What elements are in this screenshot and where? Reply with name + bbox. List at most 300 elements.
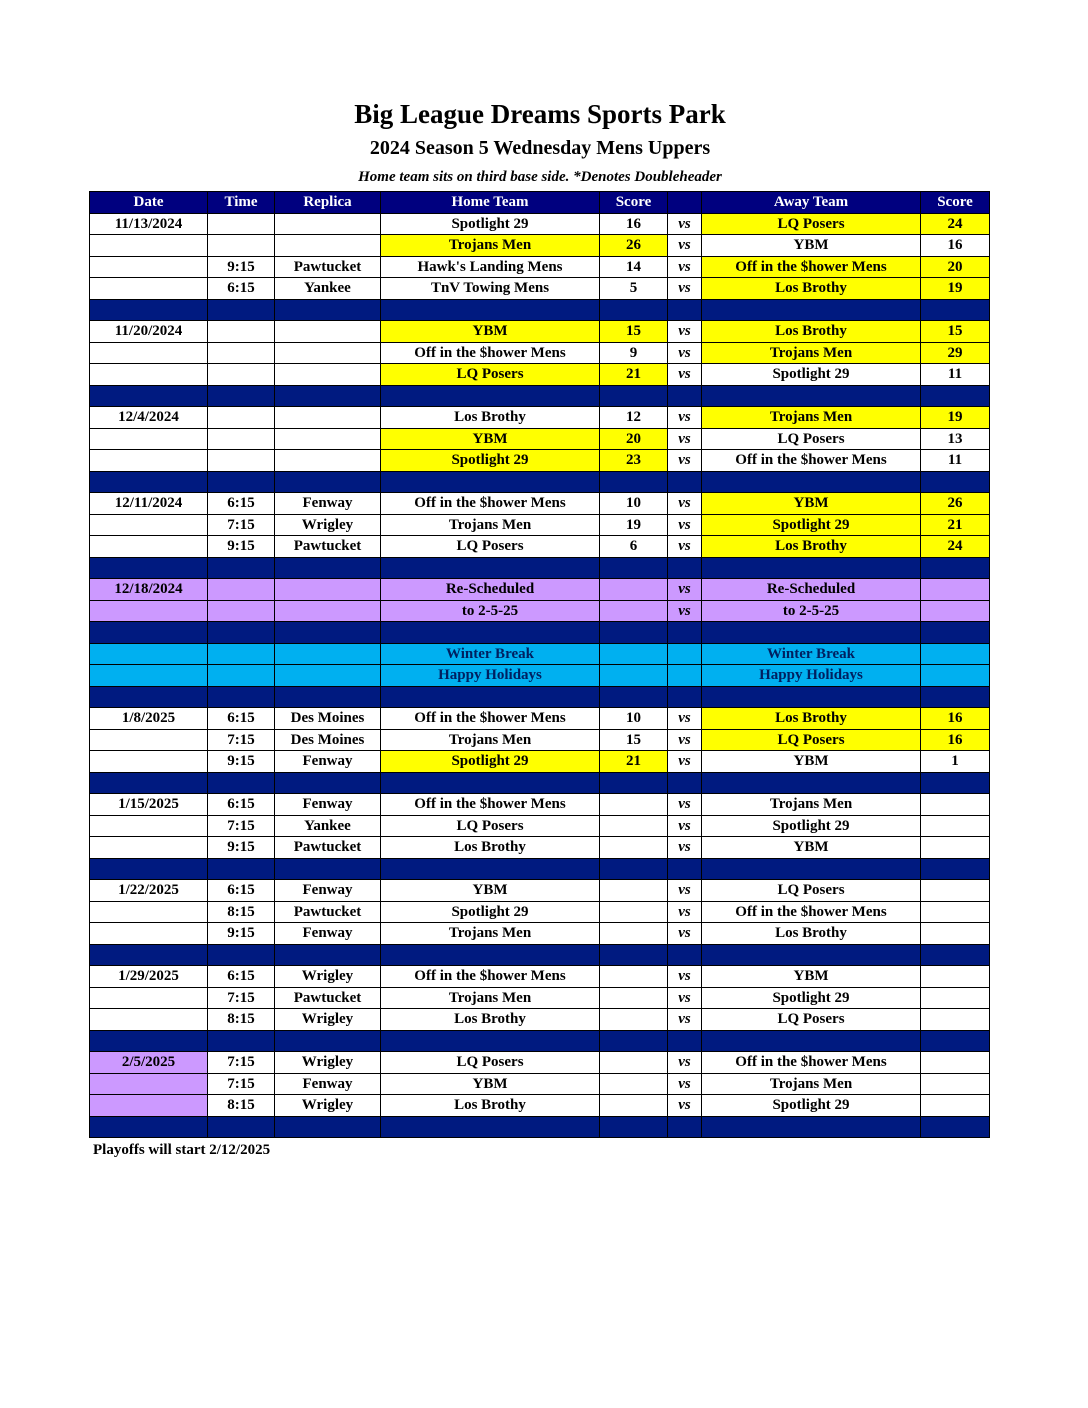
- spacer-cell: [702, 385, 921, 407]
- date-cell: 12/18/2024: [90, 579, 208, 601]
- game-row: [90, 815, 990, 837]
- away-score-cell: 26: [921, 493, 990, 515]
- spacer-cell: [921, 471, 990, 493]
- spacer-cell: [90, 686, 208, 708]
- home-team-cell: Los Brothy: [381, 407, 600, 429]
- game-row: [90, 880, 990, 902]
- date-cell: 2/5/2025: [90, 1052, 208, 1074]
- time-cell: [208, 428, 275, 450]
- spacer-row: [90, 1116, 990, 1138]
- spacer-cell: [702, 471, 921, 493]
- winter-break-row: [90, 665, 990, 687]
- col-away-team: Away Team: [702, 192, 921, 214]
- spacer-cell: [275, 471, 381, 493]
- spacer-cell: [921, 557, 990, 579]
- home-team-cell: Off in the $hower Mens: [381, 966, 600, 988]
- vs-cell: vs: [668, 901, 702, 923]
- away-score-cell: 16: [921, 729, 990, 751]
- away-team-cell: YBM: [702, 966, 921, 988]
- away-score-cell: 1: [921, 751, 990, 773]
- home-team-cell: Spotlight 29: [381, 213, 600, 235]
- home-team-cell: Off in the $hower Mens: [381, 493, 600, 515]
- date-cell: [90, 342, 208, 364]
- spacer-cell: [208, 471, 275, 493]
- spacer-cell: [208, 686, 275, 708]
- date-cell: [90, 600, 208, 622]
- home-team-cell: Trojans Men: [381, 514, 600, 536]
- home-score-cell: [600, 880, 668, 902]
- spacer-cell: [668, 686, 702, 708]
- replica-cell: Pawtucket: [275, 256, 381, 278]
- spacer-cell: [668, 557, 702, 579]
- date-cell: [90, 514, 208, 536]
- spacer-cell: [702, 1116, 921, 1138]
- away-team-cell: Spotlight 29: [702, 514, 921, 536]
- time-cell: 6:15: [208, 794, 275, 816]
- home-team-note: Home team sits on third base side. *Denotes Doubleheader: [358, 169, 722, 185]
- replica-cell: Wrigley: [275, 1095, 381, 1117]
- game-row: [90, 428, 990, 450]
- home-score-cell: [600, 1009, 668, 1031]
- away-team-cell: YBM: [702, 235, 921, 257]
- replica-cell: Fenway: [275, 794, 381, 816]
- away-score-cell: [921, 1052, 990, 1074]
- spacer-cell: [702, 622, 921, 644]
- spacer-cell: [90, 1030, 208, 1052]
- game-row: [90, 1095, 990, 1117]
- away-team-cell: Los Brothy: [702, 923, 921, 945]
- home-score-cell: [600, 600, 668, 622]
- away-score-cell: 15: [921, 321, 990, 343]
- spacer-cell: [600, 385, 668, 407]
- spacer-cell: [381, 772, 600, 794]
- spacer-cell: [381, 1030, 600, 1052]
- date-cell: 12/4/2024: [90, 407, 208, 429]
- away-score-cell: 19: [921, 407, 990, 429]
- spacer-cell: [921, 1116, 990, 1138]
- away-team-cell: to 2-5-25: [702, 600, 921, 622]
- home-score-cell: 16: [600, 213, 668, 235]
- game-row: [90, 514, 990, 536]
- vs-cell: vs: [668, 966, 702, 988]
- spacer-cell: [90, 944, 208, 966]
- spacer-cell: [208, 944, 275, 966]
- home-team-cell: LQ Posers: [381, 815, 600, 837]
- col-time: Time: [208, 192, 275, 214]
- home-team-cell: to 2-5-25: [381, 600, 600, 622]
- time-cell: [208, 235, 275, 257]
- home-score-cell: 10: [600, 493, 668, 515]
- home-score-cell: [600, 1095, 668, 1117]
- spacer-cell: [668, 471, 702, 493]
- game-row: [90, 235, 990, 257]
- home-score-cell: 20: [600, 428, 668, 450]
- playoffs-note: Playoffs will start 2/12/2025: [93, 1142, 271, 1158]
- replica-cell: Wrigley: [275, 1009, 381, 1031]
- spacer-cell: [921, 1030, 990, 1052]
- home-team-cell: LQ Posers: [381, 536, 600, 558]
- away-team-cell: Trojans Men: [702, 407, 921, 429]
- spacer-cell: [668, 1030, 702, 1052]
- replica-cell: Yankee: [275, 278, 381, 300]
- replica-cell: [275, 450, 381, 472]
- time-cell: 7:15: [208, 815, 275, 837]
- spacer-cell: [668, 1116, 702, 1138]
- header-row: [90, 192, 990, 214]
- replica-cell: [275, 665, 381, 687]
- date-cell: [90, 665, 208, 687]
- col-date: Date: [90, 192, 208, 214]
- spacer-cell: [921, 944, 990, 966]
- spacer-cell: [381, 299, 600, 321]
- game-row: [90, 729, 990, 751]
- vs-cell: vs: [668, 794, 702, 816]
- spacer-cell: [275, 385, 381, 407]
- home-team-cell: Happy Holidays: [381, 665, 600, 687]
- vs-cell: vs: [668, 428, 702, 450]
- vs-cell: vs: [668, 364, 702, 386]
- home-team-cell: Re-Scheduled: [381, 579, 600, 601]
- spacer-cell: [275, 622, 381, 644]
- vs-cell: vs: [668, 815, 702, 837]
- time-cell: [208, 342, 275, 364]
- spacer-row: [90, 686, 990, 708]
- spacer-cell: [275, 772, 381, 794]
- spacer-cell: [275, 944, 381, 966]
- vs-cell: vs: [668, 1073, 702, 1095]
- replica-cell: [275, 364, 381, 386]
- spacer-cell: [921, 299, 990, 321]
- spacer-cell: [381, 557, 600, 579]
- game-row: [90, 1052, 990, 1074]
- date-cell: [90, 837, 208, 859]
- away-score-cell: [921, 901, 990, 923]
- away-team-cell: Spotlight 29: [702, 364, 921, 386]
- replica-cell: Pawtucket: [275, 536, 381, 558]
- away-score-cell: [921, 600, 990, 622]
- home-score-cell: 5: [600, 278, 668, 300]
- replica-cell: Pawtucket: [275, 987, 381, 1009]
- game-row: [90, 321, 990, 343]
- game-row: [90, 1009, 990, 1031]
- spacer-cell: [921, 772, 990, 794]
- time-cell: 7:15: [208, 1052, 275, 1074]
- time-cell: 7:15: [208, 987, 275, 1009]
- game-row: [90, 407, 990, 429]
- home-score-cell: 21: [600, 751, 668, 773]
- home-team-cell: Trojans Men: [381, 729, 600, 751]
- replica-cell: [275, 342, 381, 364]
- spacer-row: [90, 944, 990, 966]
- home-score-cell: 10: [600, 708, 668, 730]
- date-cell: [90, 1009, 208, 1031]
- home-team-cell: Trojans Men: [381, 987, 600, 1009]
- vs-cell: vs: [668, 321, 702, 343]
- spacer-row: [90, 299, 990, 321]
- replica-cell: Des Moines: [275, 729, 381, 751]
- away-score-cell: [921, 794, 990, 816]
- away-team-cell: Los Brothy: [702, 278, 921, 300]
- home-score-cell: [600, 815, 668, 837]
- spacer-cell: [600, 858, 668, 880]
- home-team-cell: LQ Posers: [381, 364, 600, 386]
- vs-cell: vs: [668, 256, 702, 278]
- home-score-cell: 23: [600, 450, 668, 472]
- home-score-cell: [600, 1052, 668, 1074]
- home-score-cell: [600, 923, 668, 945]
- away-team-cell: Off in the $hower Mens: [702, 1052, 921, 1074]
- time-cell: [208, 407, 275, 429]
- vs-cell: vs: [668, 450, 702, 472]
- replica-cell: Fenway: [275, 1073, 381, 1095]
- vs-cell: vs: [668, 579, 702, 601]
- game-row: [90, 364, 990, 386]
- home-score-cell: 19: [600, 514, 668, 536]
- time-cell: 6:15: [208, 708, 275, 730]
- date-cell: [90, 235, 208, 257]
- replica-cell: Wrigley: [275, 1052, 381, 1074]
- home-team-cell: Off in the $hower Mens: [381, 708, 600, 730]
- time-cell: 9:15: [208, 751, 275, 773]
- spacer-row: [90, 622, 990, 644]
- spacer-row: [90, 858, 990, 880]
- time-cell: 6:15: [208, 493, 275, 515]
- replica-cell: [275, 321, 381, 343]
- vs-cell: vs: [668, 213, 702, 235]
- home-score-cell: [600, 643, 668, 665]
- time-cell: 6:15: [208, 880, 275, 902]
- spacer-cell: [208, 299, 275, 321]
- away-team-cell: Off in the $hower Mens: [702, 901, 921, 923]
- date-cell: [90, 1073, 208, 1095]
- spacer-cell: [381, 385, 600, 407]
- replica-cell: Fenway: [275, 751, 381, 773]
- away-score-cell: 16: [921, 708, 990, 730]
- page-subtitle: 2024 Season 5 Wednesday Mens Uppers: [369, 137, 711, 159]
- spacer-cell: [668, 622, 702, 644]
- spacer-cell: [90, 622, 208, 644]
- spacer-cell: [275, 299, 381, 321]
- spacer-cell: [90, 299, 208, 321]
- spacer-cell: [600, 299, 668, 321]
- time-cell: 7:15: [208, 514, 275, 536]
- game-row: [90, 966, 990, 988]
- time-cell: [208, 213, 275, 235]
- home-score-cell: 15: [600, 321, 668, 343]
- replica-cell: [275, 600, 381, 622]
- spacer-cell: [90, 385, 208, 407]
- spacer-cell: [600, 557, 668, 579]
- home-score-cell: [600, 966, 668, 988]
- spacer-cell: [381, 686, 600, 708]
- spacer-cell: [275, 557, 381, 579]
- col-home-score: Score: [600, 192, 668, 214]
- spacer-cell: [381, 858, 600, 880]
- spacer-cell: [668, 858, 702, 880]
- away-score-cell: 19: [921, 278, 990, 300]
- away-score-cell: [921, 815, 990, 837]
- date-cell: [90, 643, 208, 665]
- replica-cell: Wrigley: [275, 966, 381, 988]
- spacer-cell: [208, 858, 275, 880]
- spacer-cell: [702, 686, 921, 708]
- replica-cell: [275, 235, 381, 257]
- away-score-cell: [921, 665, 990, 687]
- game-row: [90, 987, 990, 1009]
- game-row: [90, 794, 990, 816]
- away-team-cell: Trojans Men: [702, 794, 921, 816]
- game-row: [90, 1073, 990, 1095]
- replica-cell: Wrigley: [275, 514, 381, 536]
- replica-cell: Pawtucket: [275, 837, 381, 859]
- home-score-cell: 14: [600, 256, 668, 278]
- away-score-cell: 24: [921, 536, 990, 558]
- spacer-cell: [208, 772, 275, 794]
- away-score-cell: [921, 987, 990, 1009]
- away-score-cell: 13: [921, 428, 990, 450]
- home-score-cell: 26: [600, 235, 668, 257]
- away-team-cell: Trojans Men: [702, 342, 921, 364]
- replica-cell: [275, 428, 381, 450]
- spacer-cell: [208, 1030, 275, 1052]
- vs-cell: vs: [668, 514, 702, 536]
- home-team-cell: Spotlight 29: [381, 450, 600, 472]
- game-row: [90, 536, 990, 558]
- replica-cell: [275, 579, 381, 601]
- spacer-cell: [275, 1030, 381, 1052]
- game-row: [90, 278, 990, 300]
- home-team-cell: Los Brothy: [381, 1095, 600, 1117]
- time-cell: [208, 579, 275, 601]
- spacer-cell: [600, 471, 668, 493]
- spacer-cell: [208, 622, 275, 644]
- vs-cell: vs: [668, 880, 702, 902]
- spacer-cell: [600, 622, 668, 644]
- home-score-cell: [600, 794, 668, 816]
- spacer-cell: [702, 772, 921, 794]
- replica-cell: [275, 213, 381, 235]
- replica-cell: Des Moines: [275, 708, 381, 730]
- col-replica: Replica: [275, 192, 381, 214]
- home-score-cell: 9: [600, 342, 668, 364]
- page-title: Big League Dreams Sports Park: [354, 99, 726, 129]
- vs-cell: vs: [668, 1095, 702, 1117]
- home-team-cell: YBM: [381, 321, 600, 343]
- vs-cell: vs: [668, 751, 702, 773]
- away-score-cell: [921, 579, 990, 601]
- away-team-cell: YBM: [702, 493, 921, 515]
- away-team-cell: LQ Posers: [702, 880, 921, 902]
- home-team-cell: Los Brothy: [381, 837, 600, 859]
- away-team-cell: LQ Posers: [702, 428, 921, 450]
- spacer-cell: [702, 557, 921, 579]
- time-cell: 9:15: [208, 923, 275, 945]
- game-row: [90, 256, 990, 278]
- date-cell: [90, 450, 208, 472]
- date-cell: [90, 923, 208, 945]
- vs-cell: vs: [668, 407, 702, 429]
- vs-cell: vs: [668, 987, 702, 1009]
- game-row: [90, 708, 990, 730]
- away-score-cell: [921, 643, 990, 665]
- col-home-team: Home Team: [381, 192, 600, 214]
- time-cell: 8:15: [208, 901, 275, 923]
- home-score-cell: [600, 837, 668, 859]
- home-team-cell: LQ Posers: [381, 1052, 600, 1074]
- away-score-cell: [921, 880, 990, 902]
- spacer-cell: [600, 686, 668, 708]
- replica-cell: Fenway: [275, 923, 381, 945]
- spacer-row: [90, 471, 990, 493]
- away-team-cell: Happy Holidays: [702, 665, 921, 687]
- spacer-cell: [702, 944, 921, 966]
- away-score-cell: 24: [921, 213, 990, 235]
- time-cell: 8:15: [208, 1009, 275, 1031]
- game-row: [90, 493, 990, 515]
- vs-cell: vs: [668, 342, 702, 364]
- time-cell: 7:15: [208, 1073, 275, 1095]
- home-team-cell: Trojans Men: [381, 923, 600, 945]
- away-team-cell: LQ Posers: [702, 729, 921, 751]
- home-team-cell: Hawk's Landing Mens: [381, 256, 600, 278]
- rescheduled-row: [90, 600, 990, 622]
- spacer-cell: [208, 557, 275, 579]
- away-team-cell: Trojans Men: [702, 1073, 921, 1095]
- spacer-cell: [600, 1030, 668, 1052]
- away-team-cell: Off in the $hower Mens: [702, 450, 921, 472]
- away-score-cell: 20: [921, 256, 990, 278]
- time-cell: [208, 450, 275, 472]
- spacer-cell: [381, 471, 600, 493]
- away-score-cell: 11: [921, 364, 990, 386]
- schedule-table: [89, 191, 990, 1138]
- away-team-cell: LQ Posers: [702, 1009, 921, 1031]
- spacer-cell: [600, 1116, 668, 1138]
- date-cell: [90, 536, 208, 558]
- vs-cell: vs: [668, 708, 702, 730]
- date-cell: 1/22/2025: [90, 880, 208, 902]
- date-cell: 11/13/2024: [90, 213, 208, 235]
- time-cell: 7:15: [208, 729, 275, 751]
- time-cell: 6:15: [208, 278, 275, 300]
- spacer-cell: [702, 299, 921, 321]
- date-cell: [90, 428, 208, 450]
- spacer-cell: [381, 944, 600, 966]
- spacer-row: [90, 385, 990, 407]
- vs-cell: vs: [668, 729, 702, 751]
- away-score-cell: 16: [921, 235, 990, 257]
- date-cell: [90, 815, 208, 837]
- home-team-cell: YBM: [381, 880, 600, 902]
- away-score-cell: [921, 837, 990, 859]
- date-cell: [90, 256, 208, 278]
- spacer-cell: [702, 858, 921, 880]
- home-team-cell: Trojans Men: [381, 235, 600, 257]
- schedule-body: [90, 213, 990, 1138]
- date-cell: [90, 987, 208, 1009]
- away-score-cell: [921, 1095, 990, 1117]
- date-cell: 1/15/2025: [90, 794, 208, 816]
- home-score-cell: [600, 901, 668, 923]
- home-score-cell: [600, 579, 668, 601]
- spacer-cell: [90, 772, 208, 794]
- spacer-cell: [208, 385, 275, 407]
- date-cell: 11/20/2024: [90, 321, 208, 343]
- spacer-cell: [90, 557, 208, 579]
- spacer-row: [90, 1030, 990, 1052]
- game-row: [90, 450, 990, 472]
- away-team-cell: YBM: [702, 837, 921, 859]
